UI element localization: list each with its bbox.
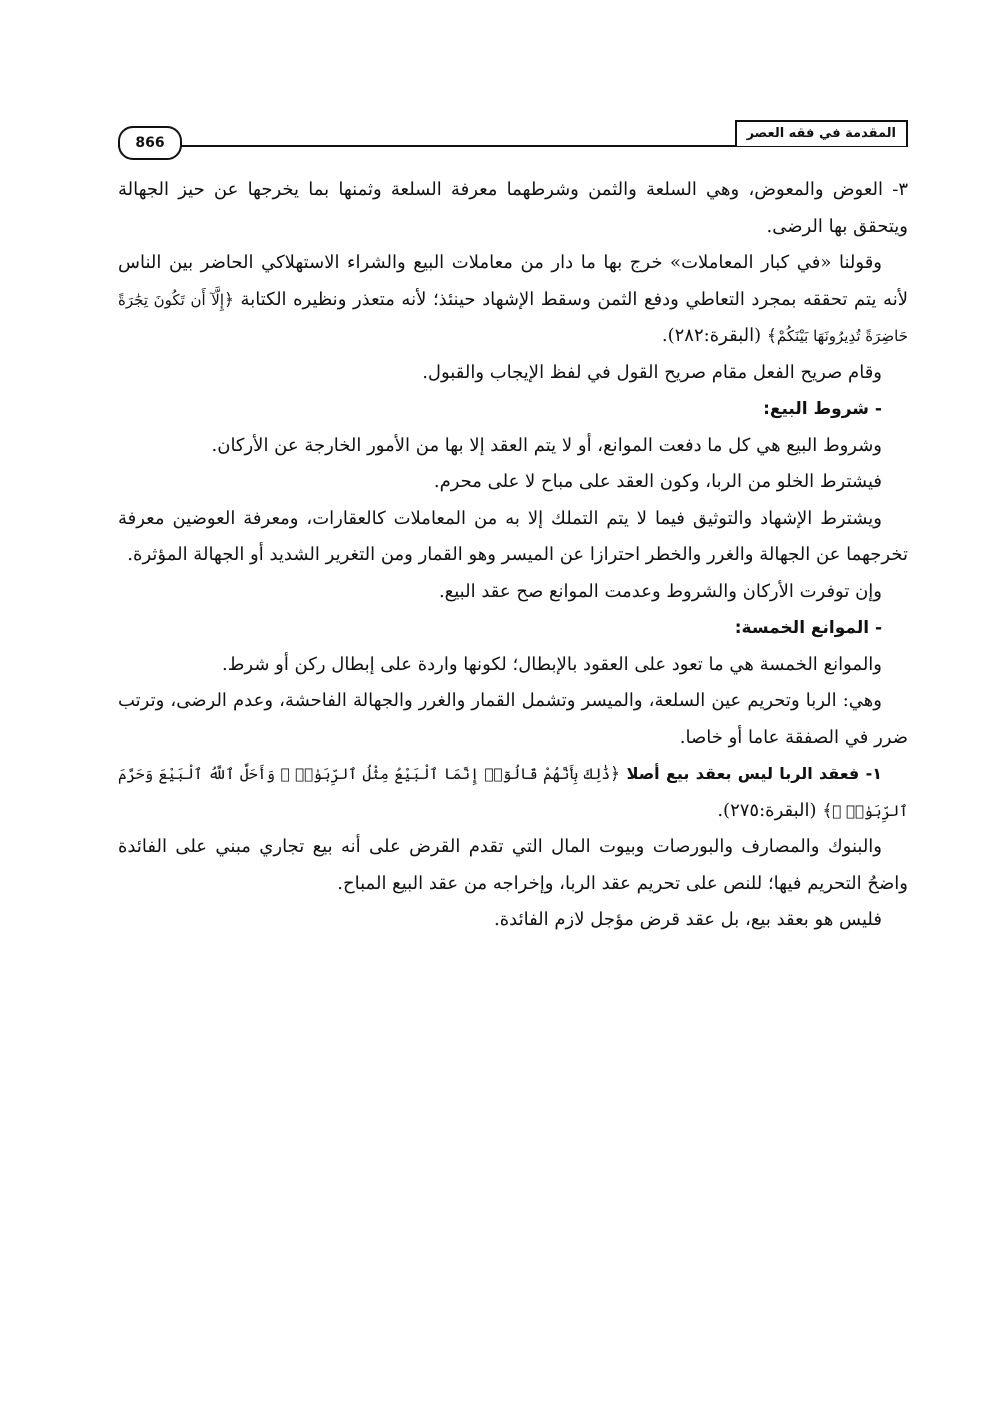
bold-statement: ١- فعقد الربا ليس بعقد بيع أصلا: [626, 764, 882, 783]
paragraph-item-3: ٣- العوض والمعوض، وهي السلعة والثمن وشرطهما معرفة السلعة وثمنها بما يخرجها عن حيز الجهالة ويتحقق بها الرضى.: [118, 179, 908, 237]
quran-verse: ذَٰلِكَ بِأَنَّهُمْ قَالُوٓا۟ إِنَّمَا ٱلْبَيْعُ مِثْلُ ٱلرِّبَوٰا۟ ۗ وَأَحَلَّ ٱللَّهُ ٱلْبَيْعَ وَحَرَّمَ ٱلرِّبَوٰا۟ ۚ: [118, 765, 908, 820]
quran-close-brace: ﴾: [766, 326, 777, 346]
section-heading-impediments: - الموانع الخمسة:: [734, 618, 882, 638]
paragraph-major-transactions: [118, 245, 908, 355]
book-title: المقدمة في فقه العصر: [735, 120, 908, 146]
page-number: 866: [118, 126, 182, 160]
paragraph-witnessing: ويشترط الإشهاد والتوثيق فيما لا يتم التملك إلا به من المعاملات كالعقارات، ومعرفة العوضين معرفة تخرجهما عن الجهالة والغرر والخطر احترازا عن الميسر وهو القمار ومن التغرير الشديد أو الجهالة المؤثرة.: [118, 507, 908, 565]
verse-reference: (البقرة:٢٧٥).: [717, 799, 817, 821]
quran-verse: إِلَّآ أَن تَكُونَ تِجَٰرَةً حَاضِرَةً تُدِيرُونَهَا بَيْنَكُمْ: [118, 290, 908, 345]
quran-open-brace: ﴿: [610, 764, 621, 784]
paragraph-conditions-definition: وشروط البيع هي كل ما دفعت الموانع، أو لا يتم العقد إلا بها من الأمور الخارجة عن الأركان.: [211, 434, 882, 456]
paragraph-riba-contract: [118, 756, 908, 829]
quran-close-brace: ﴾: [822, 800, 833, 821]
paragraph-text: وقولنا «في كبار المعاملات» خرج بها ما دار من معاملات البيع والشراء الاستهلاكي الحاضر بين الناس لأنه يتم تحققه بمجرد التعاطي ودفع الثمن وسقط الإشهاد حينئذ؛ لأنه متعذر ونظيره الكتابة: [118, 252, 908, 310]
paragraph-riba-free: فيشترط الخلو من الربا، وكون العقد على مباح لا على محرم.: [433, 471, 882, 492]
verse-reference: (البقرة:٢٨٢).: [661, 325, 762, 346]
section-heading-conditions: - شروط البيع:: [763, 399, 882, 419]
paragraph-loan-contract: فليس هو بعقد بيع، بل عقد قرض مؤجل لازم الفائدة.: [493, 909, 882, 930]
paragraph-valid-sale: وإن توفرت الأركان والشروط وعدمت الموانع صح عقد البيع.: [438, 580, 882, 602]
paragraph-explicit-act: وقام صريح الفعل مقام صريح القول في لفظ الإيجاب والقبول.: [422, 361, 882, 383]
paragraph-impediments-list: وهي: الربا وتحريم عين السلعة، والميسر وتشمل القمار والغرر والجهالة الفاحشة، وعدم الرضى، وترتب ضرر في الصفقة عاما أو خاصا.: [118, 690, 908, 748]
running-header: [118, 120, 908, 150]
quran-open-brace: ﴿: [224, 289, 234, 310]
page-body: [118, 172, 908, 939]
paragraph-banks: والبنوك والمصارف والبورصات وبيوت المال التي تقدم القرض على أنه بيع تجاري مبني على الفائدة واضحُ التحريم فيها؛ للنص على تحريم عقد الربا، وإخراجه من عقد البيع المباح.: [118, 836, 908, 894]
paragraph-impediments-definition: والموانع الخمسة هي ما تعود على العقود بالإبطال؛ لكونها واردة على إبطال ركن أو شرط.: [222, 653, 882, 675]
